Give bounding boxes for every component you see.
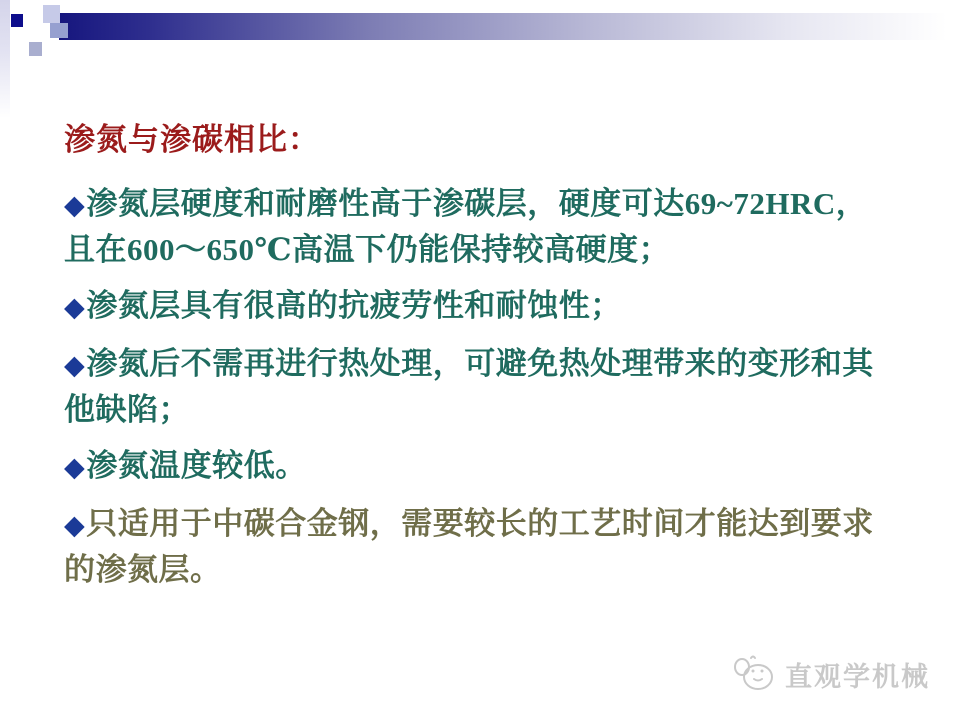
- watermark-text: 直观学机械: [785, 661, 930, 692]
- bullet-line: 渗氮层具有很高的抗疲劳性和耐蚀性；: [86, 288, 622, 323]
- bullet-line: 渗氮层硬度和耐磨性高于渗碳层，硬度可达69~72HRC，: [86, 186, 868, 221]
- bullet-line: 只适用于中碳合金钢，需要较长的工艺时间才能达到要求: [86, 506, 874, 541]
- slide-content: [64, 122, 910, 604]
- bullet-item: [64, 342, 910, 432]
- diamond-bullet-icon: ◆: [64, 452, 86, 483]
- decor-square-light: [43, 5, 60, 23]
- diamond-bullet-icon: ◆: [64, 190, 86, 221]
- diamond-bullet-icon: ◆: [64, 510, 86, 541]
- mascot-logo-icon: [731, 654, 779, 694]
- watermark: [731, 652, 930, 696]
- bullet-line: 渗氮温度较低。: [86, 448, 307, 483]
- decor-square-small: [29, 42, 42, 56]
- bullet-item: [64, 182, 910, 272]
- bullet-line: 渗氮后不需再进行热处理，可避免热处理带来的变形和其: [86, 346, 874, 381]
- bullet-item: [64, 284, 910, 330]
- bullet-item: [64, 444, 910, 490]
- bullet-line: 的渗氮层。: [64, 552, 222, 587]
- bullet-list: [64, 182, 910, 592]
- decor-square-dark: [11, 14, 23, 27]
- bullet-line: 他缺陷；: [64, 392, 190, 427]
- diamond-bullet-icon: ◆: [64, 292, 86, 323]
- bullet-line: 且在600～650℃高温下仍能保持较高硬度；: [64, 232, 671, 267]
- slide-title: 渗氮与渗碳相比：: [64, 122, 320, 157]
- left-edge-gradient-strip: [0, 0, 10, 118]
- decor-square-medium: [50, 23, 68, 38]
- diamond-bullet-icon: ◆: [64, 350, 86, 381]
- bullet-item: [64, 502, 910, 592]
- title-gradient-bar: [59, 13, 947, 40]
